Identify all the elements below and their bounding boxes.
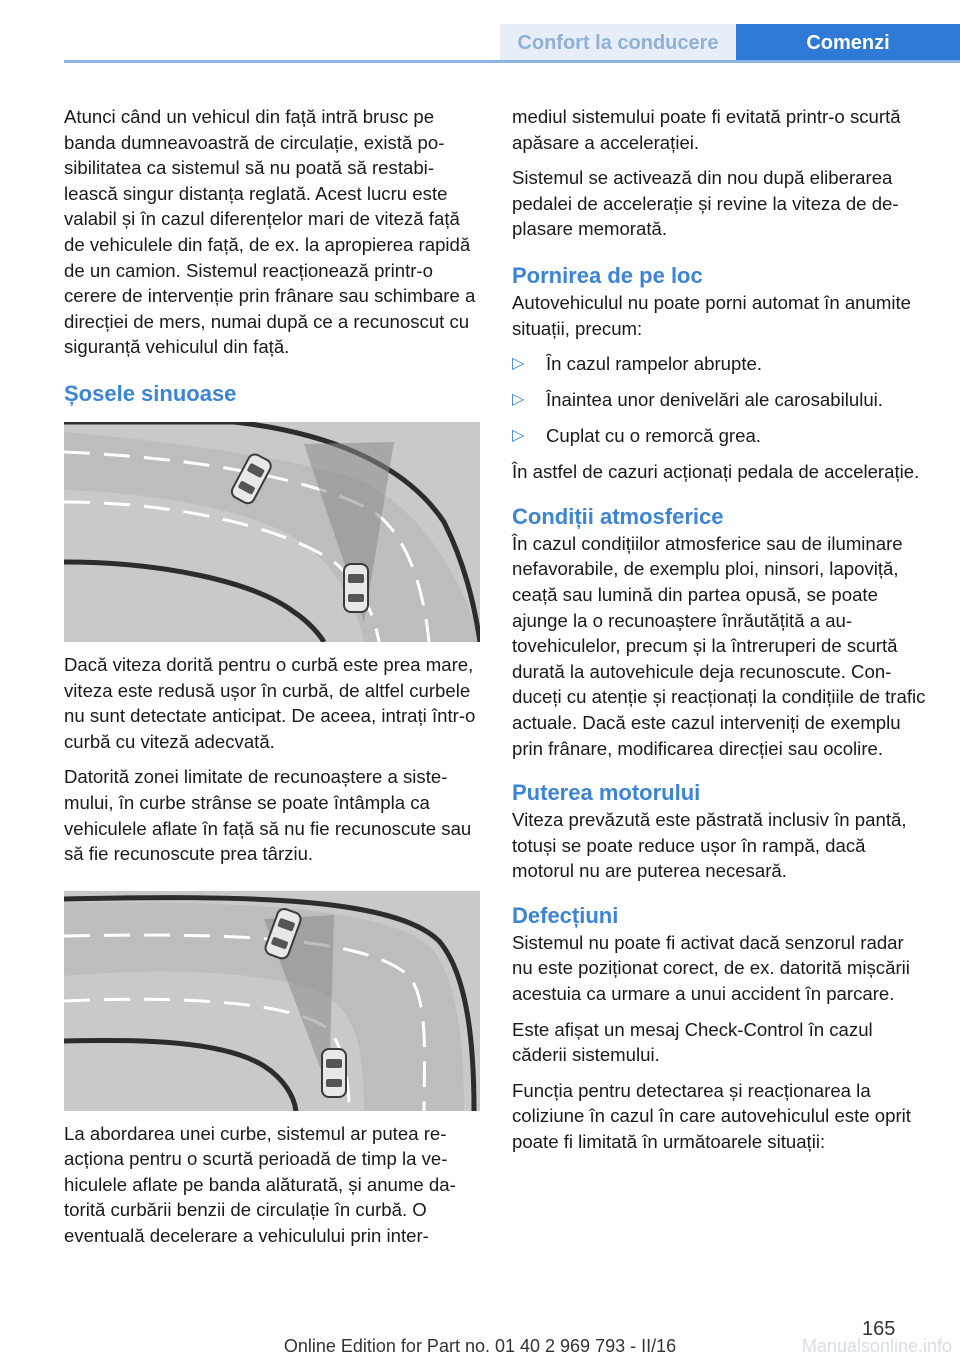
paragraph: Autovehiculul nu poate porni automat în anumite situații, precum:: [512, 291, 911, 339]
heading-puterea-motorului: Puterea motorului: [512, 780, 701, 806]
curve-illustration-1: [64, 422, 480, 642]
page-header: [0, 0, 960, 62]
paragraph: În cazul condițiilor atmosferice sau de iluminare nefavorabile, de exemplu ploi, ninsori, lapoviță, ceață sau lumină din partea opusă, se poate ajunge la o recunoaștere înrăutățită a autovehiculelor, precum și la întreruperi de scurtă durată la autovehicule deja recunoscute. Conduceți cu atenție și reacționați la condițiile de trafic actuale. Dacă este cazul interveniți de exemplu prin frânare, modificarea direcției sau ocolire.: [512, 532, 926, 759]
heading-pornirea-de-pe-loc: Pornirea de pe loc: [512, 262, 703, 288]
heading-sosele-sinuoase: Șosele sinuoase: [64, 380, 237, 406]
paragraph: Sistemul nu poate fi activat dacă senzorul radar nu este poziționat corect, de ex. datorită mișcării acestuia ca urmare a unui accident în parcare.: [512, 931, 910, 1005]
heading-conditii-atmosferice: Condiții atmosferice: [512, 503, 724, 529]
heading-defectiuni: Defecțiuni: [512, 902, 619, 928]
paragraph: Este afișat un mesaj Check-Control în cazul căderii sistemului.: [512, 1018, 873, 1066]
paragraph: Datorită zonei limitate de recunoaștere a sistemului, în curbe strânse se poate întâmpla ca vehiculele aflate în față să nu fie recunoscute sau să fie recunoscute prea târziu.: [64, 766, 472, 865]
paragraph: Viteza prevăzută este păstrată inclusiv în pantă, totuși se poate reduce ușor în rampă, dacă motorul nu are puterea necesară.: [512, 809, 907, 882]
left-column: [64, 104, 479, 1259]
list-item: ▷ Cuplat cu o remorcă grea.: [512, 425, 761, 447]
triangle-bullet-icon: ▷: [512, 355, 525, 373]
paragraph: Atunci când un vehicul din față intră brusc pe banda dumneavoastră de circulație, există posibilitatea ca sistemul să nu poată să restabilească singur distanța reglată. Acest lucru este valabil și în cazul diferențelor mari de viteză față de vehiculele din față, de ex. la apropierea rapidă de un camion. Sistemul reacționează printr-o cerere de intervenție prin frânare sau schimbare a direcției de mers, numai după ce a recunoscut cu siguranță vehiculul din față.: [64, 106, 476, 358]
curve-diagram-2: [64, 891, 480, 1111]
list-item: ▷ Înaintea unor denivelări ale carosabilului.: [512, 389, 883, 411]
curve-illustration-2: [64, 891, 480, 1111]
curve-diagram-1: [64, 422, 480, 642]
paragraph: Sistemul se activează din nou după eliberarea pedalei de accelerație și revine la viteza de deplasare memorată.: [512, 167, 899, 240]
paragraph: Dacă viteza dorită pentru o curbă este prea mare, viteza este redusă ușor în curbă, de altfel curbele nu sunt detectate anticipat. De aceea, intrați într-o curbă cu viteză adecvată.: [64, 653, 476, 752]
watermark: Manualsonline.info: [801, 1336, 952, 1356]
paragraph: La abordarea unei curbe, sistemul ar putea reacționa pentru o scurtă perioadă de timp la vehiculele aflate pe banda alăturată, și anume datorită curbării benzii de circulație în curbă. O eventuală decelerare a vehiculului prin inter-: [64, 1122, 456, 1247]
header-rule: [64, 60, 960, 63]
list-item: ▷ În cazul rampelor abrupte.: [512, 353, 763, 375]
conditions-list: [512, 351, 927, 448]
chapter-tab: Comenzi: [736, 24, 960, 62]
right-column: [512, 104, 927, 1165]
section-tab: Confort la conducere: [500, 24, 736, 62]
paragraph: În astfel de cazuri acționați pedala de accelerație.: [512, 461, 920, 483]
page-number: 165: [862, 1318, 896, 1340]
paragraph: Funcția pentru detectarea și reacționarea la coliziune în cazul în care autovehiculul este oprit poate fi limitată în următoarele situații:: [512, 1079, 911, 1153]
paragraph: mediul sistemului poate fi evitată printr-o scurtă apăsare a accelerației.: [512, 106, 901, 153]
triangle-bullet-icon: ▷: [512, 391, 525, 409]
edition-footer: Online Edition for Part no. 01 40 2 969 793 - II/16: [283, 1336, 677, 1356]
triangle-bullet-icon: ▷: [512, 427, 525, 445]
